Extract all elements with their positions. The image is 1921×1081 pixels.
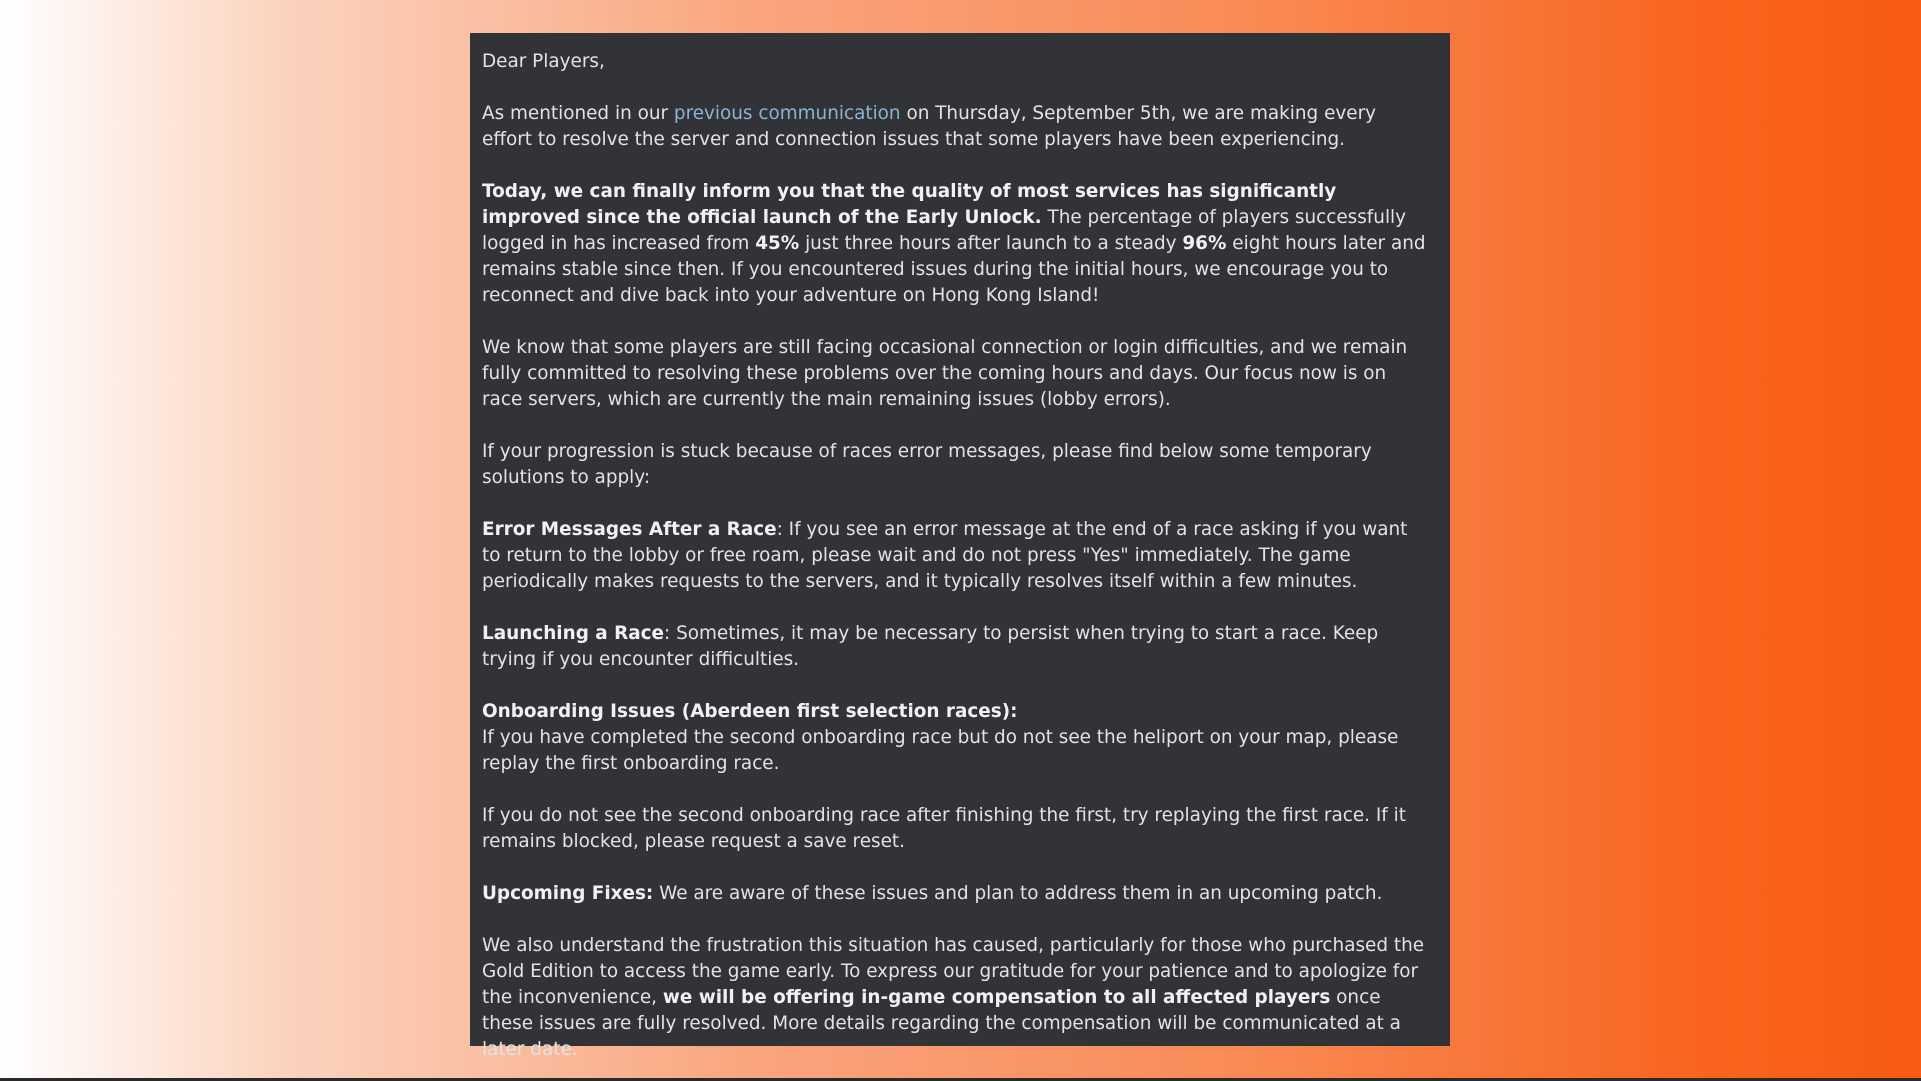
p10-text2: once these issues are fully resolved. More details regarding the compensation will be communicated at a later date.: [482, 987, 1401, 1060]
paragraph-temporary-solutions: If your progression is stuck because of races error messages, please find below some temporary solutions to apply:: [482, 441, 1372, 488]
p1-after: on Thursday, September 5th, we are making every effort to resolve the server and connection issues that some players have been experiencing.: [482, 103, 1377, 150]
p2-text2: just three hours after launch to a steady: [799, 233, 1183, 254]
upcoming-fixes-text: We are aware of these issues and plan to address them in an upcoming patch.: [653, 883, 1383, 904]
previous-communication-link[interactable]: previous communication: [673, 103, 901, 124]
launching-race-heading: Launching a Race: [482, 623, 665, 644]
compensation-bold: we will be offering in-game compensation to all affected players: [662, 987, 1331, 1008]
p2-text1: The percentage of players successfully logged in has increased from: [482, 207, 1407, 254]
p2-bold-intro: Today, we can finally inform you that the quality of most services has significantly improved since the official launch of the Early Unlock.: [482, 181, 1337, 228]
pct-96: 96%: [1182, 233, 1227, 254]
error-messages-text: : If you see an error message at the end of a race asking if you want to return to the lobby or free roam, please wait and do not press "Yes" immediately. The game periodically makes requests to the servers, and it typically resolves itself within a few minutes.: [482, 519, 1408, 592]
onboarding-issues-heading: Onboarding Issues (Aberdeen first selection races):: [482, 701, 1018, 722]
paragraph-second-onboarding: If you do not see the second onboarding race after finishing the first, try replaying the first race. If it remains blocked, please request a save reset.: [482, 805, 1406, 852]
launching-race-text: : Sometimes, it may be necessary to persist when trying to start a race. Keep trying if you encounter difficulties.: [482, 623, 1379, 670]
p1-before: As mentioned in our: [482, 103, 674, 124]
error-messages-heading: Error Messages After a Race: [482, 519, 777, 540]
paragraph-services-improved: [482, 179, 1430, 309]
paragraph-upcoming-fixes: [482, 881, 1430, 907]
p2-text3: eight hours later and remains stable since then. If you encountered issues during the initial hours, we encourage you to reconnect and dive back into your adventure on Hong Kong Island!: [482, 233, 1426, 306]
paragraph-onboarding-issues: [482, 699, 1430, 777]
paragraph-compensation: [482, 933, 1430, 1063]
announcement-panel: [470, 33, 1450, 1060]
upcoming-fixes-heading: Upcoming Fixes:: [482, 883, 654, 904]
paragraph-remaining-issues: We know that some players are still facing occasional connection or login difficulties, and we remain fully committed to resolving these problems over the coming hours and days. Our focus now is on race servers, which are currently the main remaining issues (lobby errors).: [482, 337, 1408, 410]
paragraph-error-messages: [482, 517, 1430, 595]
paragraph-previous-communication: [482, 101, 1430, 153]
onboarding-issues-text: If you have completed the second onboarding race but do not see the heliport on your map, please replay the first onboarding race.: [482, 727, 1399, 774]
paragraph-launching-race: [482, 621, 1430, 673]
p10-text1: We also understand the frustration this situation has caused, particularly for those who purchased the Gold Edition to access the game early. To express our gratitude for your patience and to apologize for the inconvenience,: [482, 935, 1425, 1008]
greeting: Dear Players,: [482, 51, 605, 72]
pct-45: 45%: [755, 233, 800, 254]
